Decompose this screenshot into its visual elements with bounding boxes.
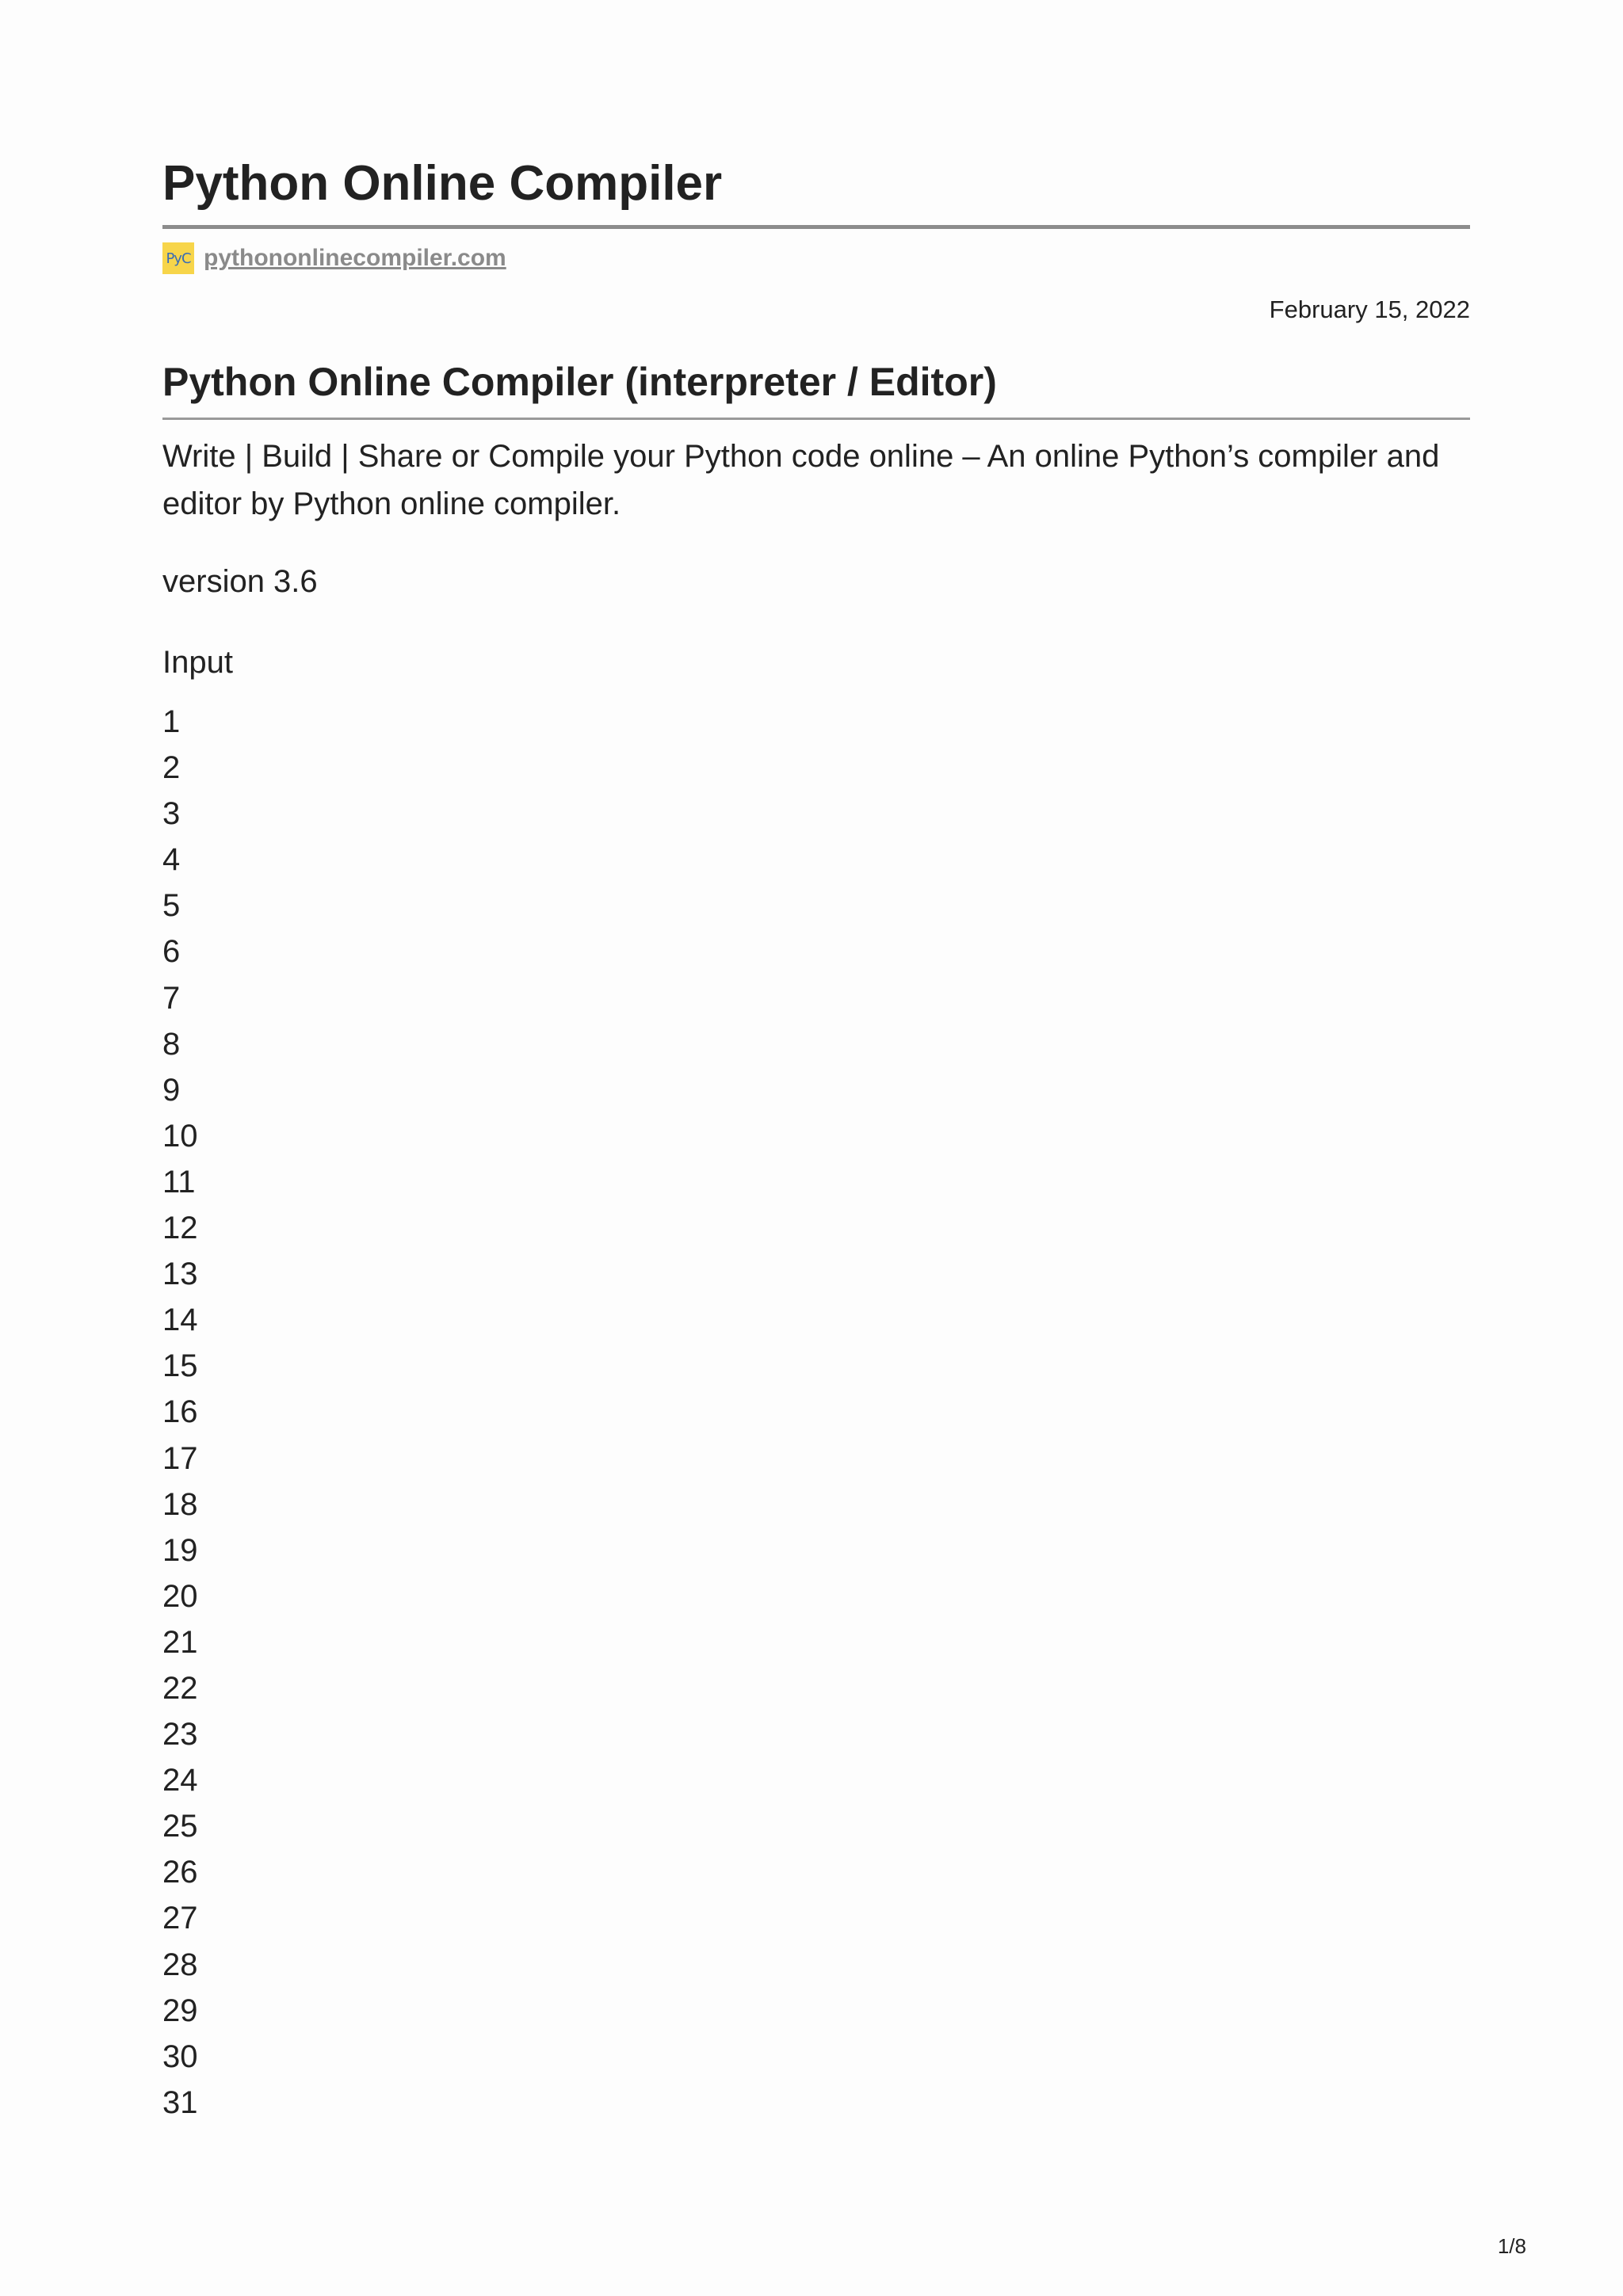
line-number: 27 [162, 1901, 198, 1936]
source-link[interactable]: pythononlinecompiler.com [204, 245, 506, 271]
site-favicon-icon: PyC [162, 242, 194, 274]
line-number: 20 [162, 1578, 198, 1614]
line-number: 2 [162, 750, 181, 786]
page-title: Python Online Compiler [162, 156, 723, 211]
line-number: 8 [162, 1026, 181, 1062]
line-number: 3 [162, 796, 181, 832]
line-number: 1 [162, 704, 181, 739]
publish-date: February 15, 2022 [1269, 296, 1470, 323]
line-number: 31 [162, 2084, 198, 2120]
article [162, 151, 1470, 2129]
line-number: 30 [162, 2039, 198, 2074]
section-divider [162, 418, 1470, 420]
line-number: 21 [162, 1624, 198, 1660]
line-number: 19 [162, 1532, 198, 1568]
line-number: 16 [162, 1394, 198, 1430]
line-number: 29 [162, 1993, 198, 2028]
line-number: 4 [162, 842, 181, 878]
line-number: 13 [162, 1257, 198, 1292]
line-number: 7 [162, 980, 181, 1016]
line-number: 9 [162, 1072, 181, 1108]
line-number: 26 [162, 1855, 198, 1890]
input-label: Input [162, 645, 233, 680]
line-number: 28 [162, 1947, 198, 1982]
line-number: 5 [162, 888, 181, 924]
line-number: 14 [162, 1302, 198, 1338]
line-number: 17 [162, 1440, 198, 1476]
line-number: 22 [162, 1670, 198, 1706]
intro-paragraph: Write | Build | Share or Compile your Python code online – An online Python’s compiler and editor by Python online compiler. [162, 439, 1440, 521]
line-number: 23 [162, 1717, 198, 1753]
line-number: 18 [162, 1486, 198, 1522]
source-row [162, 240, 1470, 277]
page-number: 1/8 [1497, 2234, 1526, 2258]
line-number-list [162, 702, 1470, 2129]
line-number: 24 [162, 1763, 198, 1798]
section-title: Python Online Compiler (interpreter / Editor) [162, 360, 997, 404]
line-number: 15 [162, 1348, 198, 1384]
line-number: 25 [162, 1809, 198, 1844]
title-divider [162, 225, 1470, 229]
line-number: 12 [162, 1211, 198, 1246]
version-label: version 3.6 [162, 564, 318, 599]
line-number: 10 [162, 1118, 198, 1154]
line-number: 6 [162, 934, 181, 970]
line-number: 11 [162, 1164, 196, 1199]
